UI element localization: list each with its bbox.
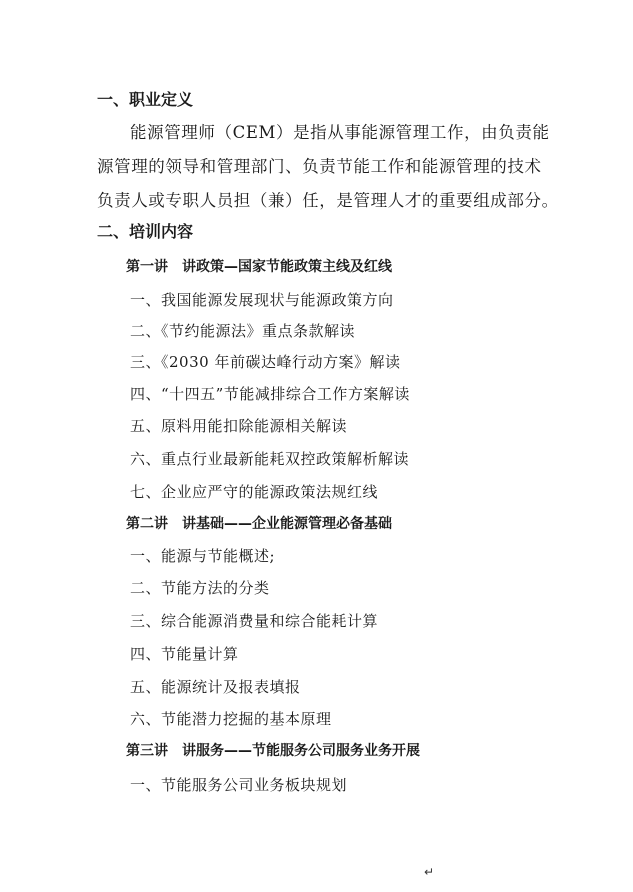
lecture-1-item: 二、《节约能源法》重点条款解读 xyxy=(130,322,356,340)
lecture-3-item: 一、节能服务公司业务板块规划 xyxy=(130,776,348,794)
lecture-1-item: 七、企业应严守的能源政策法规红线 xyxy=(130,483,379,501)
lecture-2-item: 二、节能方法的分类 xyxy=(130,579,270,597)
definition-paragraph-line-3: 负责人或专职人员担（兼）任，是管理人才的重要组成部分。 xyxy=(97,191,559,210)
lecture-3-title: 第三讲 讲服务——节能服务公司服务业务开展 xyxy=(126,743,420,759)
lecture-2-item: 六、节能潜力挖掘的基本原理 xyxy=(130,710,332,728)
lecture-1-item: 三、《2030 年前碳达峰行动方案》解读 xyxy=(130,353,401,371)
lecture-1-item: 四、“十四五”节能减排综合工作方案解读 xyxy=(130,385,410,403)
section-heading-training: 二、培训内容 xyxy=(97,222,194,241)
lecture-1-item: 六、重点行业最新能耗双控政策解析解读 xyxy=(130,450,410,468)
lecture-1-title: 第一讲 讲政策—国家节能政策主线及红线 xyxy=(126,259,392,275)
lecture-2-item: 四、节能量计算 xyxy=(130,645,239,663)
lecture-2-item: 一、能源与节能概述; xyxy=(130,547,276,565)
lecture-1-item: 一、我国能源发展现状与能源政策方向 xyxy=(130,291,394,309)
definition-paragraph-line-1: 能源管理师（CEM）是指从事能源管理工作，由负责能 xyxy=(130,123,550,142)
lecture-2-item: 五、能源统计及报表填报 xyxy=(130,678,301,696)
definition-paragraph-line-2: 源管理的领导和管理部门、负责节能工作和能源管理的技术 xyxy=(97,157,542,176)
lecture-1-item: 五、原料用能扣除能源相关解读 xyxy=(130,417,348,435)
lecture-2-item: 三、综合能源消费量和综合能耗计算 xyxy=(130,612,379,630)
paragraph-mark: ↵ xyxy=(424,865,435,879)
lecture-2-title: 第二讲 讲基础——企业能源管理必备基础 xyxy=(126,516,392,532)
section-heading-definition: 一、职业定义 xyxy=(97,90,194,109)
